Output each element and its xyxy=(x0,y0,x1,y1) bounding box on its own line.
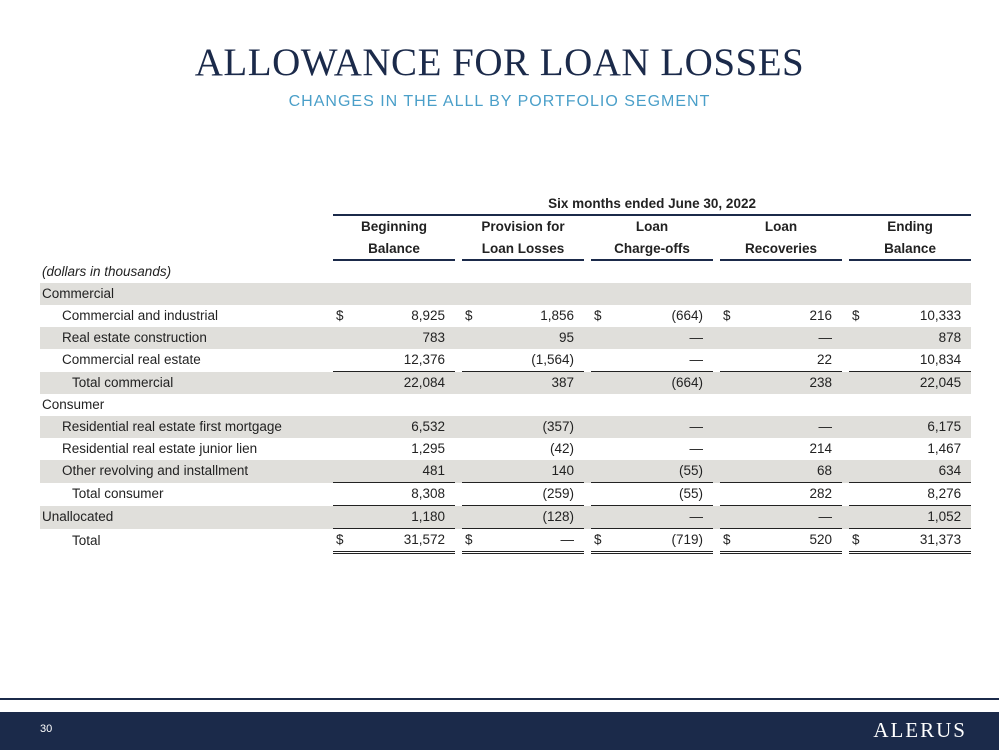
currency-symbol xyxy=(852,438,864,460)
numeric-value: 878 xyxy=(938,330,962,345)
currency-symbol: $ xyxy=(852,532,860,547)
cell-value xyxy=(720,416,842,438)
table-row xyxy=(40,327,971,349)
cell-value xyxy=(333,483,455,506)
cell-value xyxy=(462,438,584,460)
cell-value xyxy=(333,416,455,438)
numeric-value: 783 xyxy=(422,330,445,345)
column-gap xyxy=(713,460,720,483)
cell-value xyxy=(849,327,971,349)
cell-value xyxy=(591,349,713,372)
column-gap xyxy=(713,283,720,305)
numeric-value: — xyxy=(818,330,832,345)
column-header-row-2 xyxy=(40,238,971,260)
row-label: Residential real estate first mortgage xyxy=(40,416,333,438)
col-header-chargeoffs-line2: Charge-offs xyxy=(591,238,713,260)
cell-value xyxy=(720,327,842,349)
cell-value xyxy=(462,372,584,395)
numeric-value: 68 xyxy=(816,463,832,478)
currency-symbol xyxy=(594,372,606,394)
col-header-chargeoffs-line1: Loan xyxy=(635,219,669,234)
period-header: Six months ended June 30, 2022 xyxy=(333,193,971,215)
numeric-value: 214 xyxy=(809,441,832,456)
cell-value xyxy=(849,416,971,438)
numeric-value: (128) xyxy=(542,509,574,524)
cell-value xyxy=(333,438,455,460)
col-header-ending-line2: Balance xyxy=(849,238,971,260)
col-header-beginning-line1: Beginning xyxy=(361,219,427,234)
column-gap xyxy=(455,416,462,438)
numeric-value: 1,856 xyxy=(540,308,574,323)
cell-value xyxy=(720,460,842,483)
cell-value xyxy=(333,305,455,327)
table-row xyxy=(40,349,971,372)
page-subtitle: CHANGES IN THE ALLL BY PORTFOLIO SEGMENT xyxy=(288,93,711,110)
numeric-value: 520 xyxy=(809,532,832,547)
currency-symbol xyxy=(336,483,348,505)
numeric-value: — xyxy=(689,352,703,367)
column-gap xyxy=(842,416,849,438)
column-gap xyxy=(584,349,591,372)
row-label: Commercial real estate xyxy=(62,352,201,368)
column-gap xyxy=(842,283,849,305)
numeric-value: (55) xyxy=(678,463,703,478)
cell-value xyxy=(849,283,971,305)
currency-symbol xyxy=(594,349,606,371)
currency-symbol xyxy=(594,327,606,349)
alll-table-container xyxy=(40,193,960,554)
row-label: Consumer xyxy=(42,397,105,412)
column-gap xyxy=(713,529,720,553)
cell-value xyxy=(591,283,713,305)
cell-value xyxy=(462,305,584,327)
col-header-beginning-line2: Balance xyxy=(333,238,455,260)
currency-symbol xyxy=(594,483,606,505)
currency-symbol: $ xyxy=(336,308,344,323)
column-gap xyxy=(842,529,849,553)
column-gap xyxy=(455,529,462,553)
column-gap xyxy=(842,506,849,529)
numeric-value: (664) xyxy=(671,308,703,323)
column-gap xyxy=(584,372,591,395)
cell-value xyxy=(462,349,584,372)
units-row xyxy=(40,260,971,283)
cell-value xyxy=(591,305,713,327)
column-gap xyxy=(713,372,720,395)
cell-value xyxy=(462,394,584,416)
cell-value xyxy=(720,372,842,395)
row-label: Total consumer xyxy=(72,486,164,501)
column-gap xyxy=(455,283,462,305)
row-label: Residential real estate junior lien xyxy=(62,441,258,456)
currency-symbol xyxy=(465,327,477,349)
column-gap xyxy=(842,327,849,349)
currency-symbol: $ xyxy=(723,308,731,323)
cell-value xyxy=(333,349,455,372)
numeric-value: 6,175 xyxy=(927,419,962,434)
column-gap xyxy=(455,327,462,349)
cell-value xyxy=(333,327,455,349)
numeric-value: (719) xyxy=(671,532,703,547)
numeric-value: 31,572 xyxy=(403,532,445,547)
cell-value xyxy=(333,372,455,395)
cell-value xyxy=(720,506,842,529)
currency-symbol xyxy=(594,506,606,528)
cell-value xyxy=(720,394,842,416)
currency-symbol: $ xyxy=(336,532,344,547)
table-row xyxy=(40,483,971,506)
currency-symbol xyxy=(723,372,735,394)
currency-symbol xyxy=(723,438,735,460)
currency-symbol: $ xyxy=(852,308,860,323)
currency-symbol xyxy=(465,506,477,528)
column-gap xyxy=(842,460,849,483)
table-row xyxy=(40,372,971,395)
numeric-value: — xyxy=(689,419,703,434)
column-gap xyxy=(455,483,462,506)
numeric-value: 8,308 xyxy=(411,486,445,501)
column-header-row-1 xyxy=(40,215,971,238)
cell-value xyxy=(591,506,713,529)
row-label: Unallocated xyxy=(40,506,333,529)
col-header-provision-line1: Provision for xyxy=(481,219,565,234)
currency-symbol xyxy=(465,372,477,394)
column-gap xyxy=(713,394,720,416)
currency-symbol xyxy=(852,416,864,438)
column-gap xyxy=(842,305,849,327)
numeric-value: 22,084 xyxy=(403,375,445,390)
cell-value xyxy=(462,460,584,483)
cell-value xyxy=(591,438,713,460)
currency-symbol xyxy=(336,327,348,349)
cell-value xyxy=(333,460,455,483)
column-gap xyxy=(455,460,462,483)
currency-symbol xyxy=(723,349,735,371)
column-gap xyxy=(584,327,591,349)
numeric-value: 22,045 xyxy=(919,375,962,390)
cell-value xyxy=(720,283,842,305)
currency-symbol xyxy=(723,460,735,482)
numeric-value: 8,925 xyxy=(411,308,445,323)
col-header-recoveries-line2: Recoveries xyxy=(720,238,842,260)
numeric-value: 95 xyxy=(558,330,574,345)
cell-value xyxy=(462,506,584,529)
column-gap xyxy=(455,394,462,416)
cell-value xyxy=(849,438,971,460)
currency-symbol xyxy=(336,438,348,460)
cell-value xyxy=(720,438,842,460)
numeric-value: 10,834 xyxy=(919,352,962,367)
currency-symbol xyxy=(465,483,477,505)
footer-bar xyxy=(0,712,999,750)
currency-symbol xyxy=(465,416,477,438)
numeric-value: (357) xyxy=(542,419,574,434)
currency-symbol xyxy=(852,349,864,371)
currency-symbol: $ xyxy=(594,532,602,547)
numeric-value: (259) xyxy=(542,486,574,501)
page-title: ALLOWANCE FOR LOAN LOSSES xyxy=(194,41,805,84)
period-header-row xyxy=(40,193,971,215)
cell-value xyxy=(849,349,971,372)
column-gap xyxy=(584,394,591,416)
cell-value xyxy=(333,394,455,416)
numeric-value: (1,564) xyxy=(531,352,574,367)
column-gap xyxy=(584,483,591,506)
numeric-value: 31,373 xyxy=(919,532,962,547)
column-gap xyxy=(584,283,591,305)
cell-value xyxy=(720,305,842,327)
currency-symbol xyxy=(336,349,348,371)
column-gap xyxy=(455,305,462,327)
numeric-value: (55) xyxy=(678,486,703,501)
cell-value xyxy=(333,283,455,305)
cell-value xyxy=(591,460,713,483)
numeric-value: 10,333 xyxy=(919,308,962,323)
currency-symbol xyxy=(465,460,477,482)
column-gap xyxy=(713,416,720,438)
currency-symbol xyxy=(465,438,477,460)
cell-value xyxy=(591,394,713,416)
table-row xyxy=(40,438,971,460)
footer-divider xyxy=(0,698,999,700)
numeric-value: 1,467 xyxy=(927,441,962,456)
currency-symbol: $ xyxy=(465,532,473,547)
numeric-value: 216 xyxy=(809,308,832,323)
column-gap xyxy=(455,438,462,460)
currency-symbol xyxy=(336,460,348,482)
numeric-value: — xyxy=(689,509,703,524)
column-gap xyxy=(584,529,591,553)
table-row xyxy=(40,394,971,416)
column-gap xyxy=(713,327,720,349)
numeric-value: — xyxy=(818,419,832,434)
cell-value xyxy=(591,372,713,395)
currency-symbol xyxy=(336,416,348,438)
numeric-value: 1,052 xyxy=(927,509,962,524)
cell-value xyxy=(720,529,842,553)
numeric-value: 481 xyxy=(422,463,445,478)
cell-value xyxy=(849,483,971,506)
cell-value xyxy=(462,529,584,553)
numeric-value: (664) xyxy=(671,375,703,390)
currency-symbol xyxy=(336,506,348,528)
row-label: Commercial xyxy=(40,283,333,305)
numeric-value: — xyxy=(689,441,703,456)
currency-symbol xyxy=(852,460,864,482)
currency-symbol xyxy=(723,506,735,528)
column-gap xyxy=(455,372,462,395)
table-row xyxy=(40,283,971,305)
column-gap xyxy=(455,506,462,529)
column-gap xyxy=(842,394,849,416)
numeric-value: (42) xyxy=(549,441,574,456)
row-label: Commercial and industrial xyxy=(62,308,219,323)
cell-value xyxy=(849,529,971,553)
column-gap xyxy=(713,483,720,506)
column-gap xyxy=(842,483,849,506)
column-gap xyxy=(842,372,849,395)
cell-value xyxy=(591,416,713,438)
cell-value xyxy=(849,506,971,529)
cell-value xyxy=(720,483,842,506)
row-label: Total commercial xyxy=(40,372,333,395)
column-gap xyxy=(455,349,462,372)
table-row xyxy=(40,529,971,553)
cell-value xyxy=(462,483,584,506)
page-number: 30 xyxy=(40,723,53,735)
numeric-value: 634 xyxy=(938,463,962,478)
column-gap xyxy=(842,349,849,372)
currency-symbol: $ xyxy=(594,308,602,323)
currency-symbol xyxy=(723,327,735,349)
table-row xyxy=(40,460,971,483)
cell-value xyxy=(462,283,584,305)
column-gap xyxy=(584,460,591,483)
alll-table xyxy=(40,193,971,554)
cell-value xyxy=(849,460,971,483)
cell-value xyxy=(849,394,971,416)
column-gap xyxy=(584,305,591,327)
cell-value xyxy=(591,327,713,349)
numeric-value: 1,295 xyxy=(411,441,445,456)
row-label: Real estate construction xyxy=(40,327,333,349)
numeric-value: 238 xyxy=(809,375,832,390)
table-row xyxy=(40,416,971,438)
cell-value xyxy=(849,305,971,327)
currency-symbol: $ xyxy=(723,532,731,547)
column-gap xyxy=(713,305,720,327)
row-label: Other revolving and installment xyxy=(40,460,333,483)
currency-symbol: $ xyxy=(465,308,473,323)
currency-symbol xyxy=(723,416,735,438)
column-gap xyxy=(713,506,720,529)
column-gap xyxy=(713,438,720,460)
currency-symbol xyxy=(336,372,348,394)
currency-symbol xyxy=(594,416,606,438)
row-label: Total xyxy=(72,532,101,548)
cell-value xyxy=(333,529,455,553)
alerus-logo: ALERUS xyxy=(873,718,967,742)
column-gap xyxy=(584,506,591,529)
numeric-value: 1,180 xyxy=(411,509,445,524)
numeric-value: 387 xyxy=(551,375,574,390)
column-gap xyxy=(584,416,591,438)
column-gap xyxy=(713,349,720,372)
currency-symbol xyxy=(852,483,864,505)
cell-value xyxy=(462,416,584,438)
units-label: (dollars in thousands) xyxy=(42,263,172,279)
currency-symbol xyxy=(723,483,735,505)
cell-value xyxy=(720,349,842,372)
numeric-value: 22 xyxy=(816,352,832,367)
col-header-recoveries-line1: Loan xyxy=(764,219,798,234)
currency-symbol xyxy=(852,372,864,394)
table-body xyxy=(40,283,971,553)
numeric-value: — xyxy=(560,532,574,547)
cell-value xyxy=(333,506,455,529)
numeric-value: 282 xyxy=(809,486,832,501)
currency-symbol xyxy=(594,460,606,482)
cell-value xyxy=(462,327,584,349)
numeric-value: — xyxy=(689,330,703,345)
table-row xyxy=(40,305,971,327)
numeric-value: 8,276 xyxy=(927,486,962,501)
column-gap xyxy=(584,438,591,460)
currency-symbol xyxy=(852,506,864,528)
cell-value xyxy=(591,483,713,506)
currency-symbol xyxy=(852,327,864,349)
column-gap xyxy=(842,438,849,460)
numeric-value: — xyxy=(818,509,832,524)
cell-value xyxy=(849,372,971,395)
table-row xyxy=(40,506,971,529)
numeric-value: 6,532 xyxy=(411,419,445,434)
numeric-value: 140 xyxy=(551,463,574,478)
numeric-value: 12,376 xyxy=(403,352,445,367)
cell-value xyxy=(591,529,713,553)
currency-symbol xyxy=(465,349,477,371)
col-header-provision-line2: Loan Losses xyxy=(462,238,584,260)
currency-symbol xyxy=(594,438,606,460)
col-header-ending-line1: Ending xyxy=(887,219,933,234)
